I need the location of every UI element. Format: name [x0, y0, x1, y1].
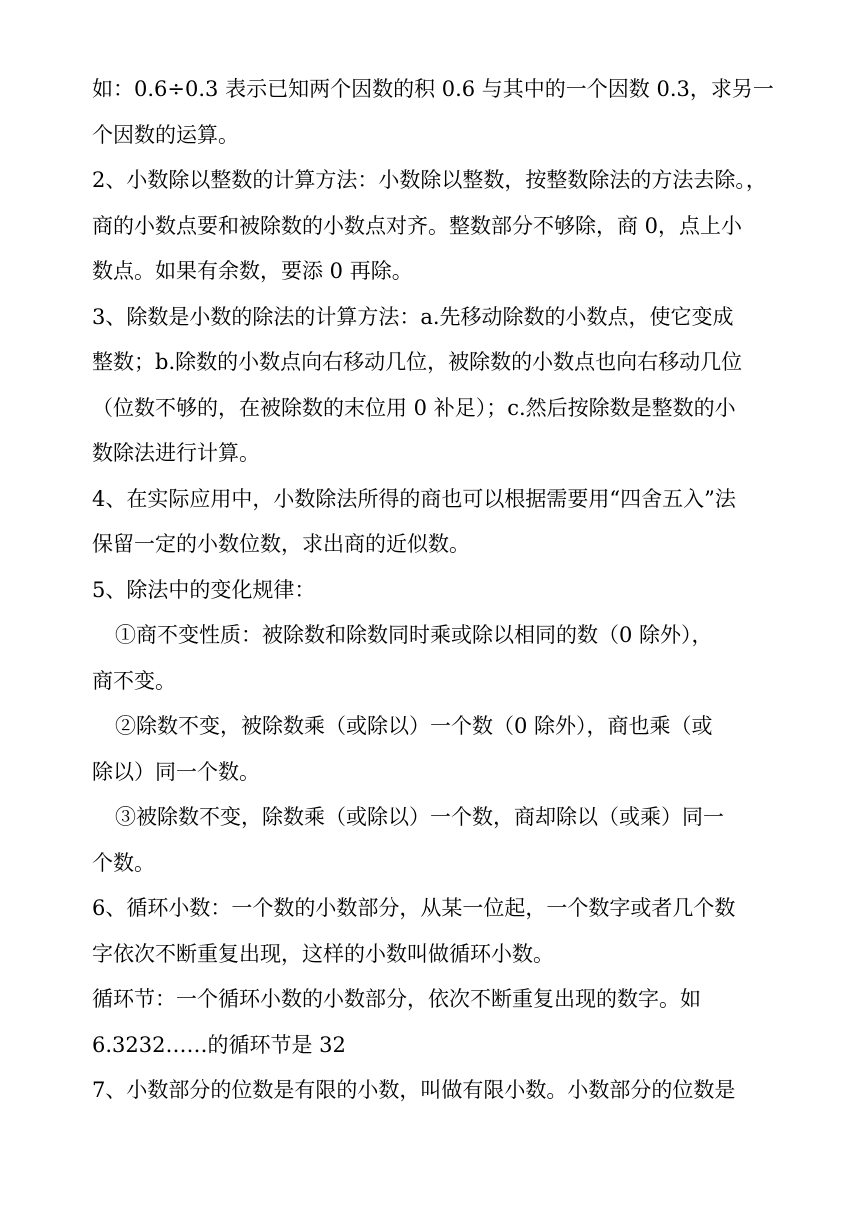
text-line-1: 如：0.6÷0.3 表示已知两个因数的积 0.6 与其中的一个因数 0.3，求另一 — [92, 77, 774, 101]
text-line-11: 保留一定的小数位数，求出商的近似数。 — [92, 532, 470, 556]
text-line-2: 个因数的运算。 — [92, 122, 239, 147]
document-page — [92, 72, 774, 1119]
text-line-21: 循环节：一个循环小数的小数部分，依次不断重复出现的数字。如 — [92, 987, 701, 1011]
text-line-15: ②除数不变，被除数乘（或除以）一个数（0 除外），商也乘（或 — [115, 714, 713, 738]
text-line-23: 7、小数部分的位数是有限的小数，叫做有限小数。小数部分的位数是 — [92, 1078, 736, 1102]
text-line-12: 5、除法中的变化规律： — [92, 577, 316, 602]
text-line-4: 商的小数点要和被除数的小数点对齐。整数部分不够除，商 0，点上小 — [92, 213, 743, 238]
text-line-5: 数点。如果有余数，要添 0 再除。 — [92, 259, 413, 283]
text-line-6: 3、除数是小数的除法的计算方法：a.先移动除数的小数点，使它变成 — [92, 304, 734, 329]
text-line-18: 个数。 — [92, 850, 155, 875]
text-line-8: （位数不够的，在被除数的末位用 0 补足）；c.然后按除数是整数的小 — [92, 395, 736, 420]
text-line-19: 6、循环小数：一个数的小数部分，从某一位起，一个数字或者几个数 — [92, 896, 736, 920]
text-line-10: 4、在实际应用中，小数除法所得的商也可以根据需要用“四舍五入”法 — [92, 486, 736, 511]
text-line-22: 6.3232……的循环节是 32 — [92, 1032, 346, 1057]
text-line-17: ③被除数不变，除数乘（或除以）一个数，商却除以（或乘）同一 — [115, 805, 724, 829]
text-line-20: 字依次不断重复出现，这样的小数叫做循环小数。 — [92, 941, 554, 966]
text-line-3: 2、小数除以整数的计算方法：小数除以整数，按整数除法的方法去除。， — [92, 168, 767, 192]
text-line-7: 整数；b.除数的小数点向右移动几位，被除数的小数点也向右移动几位 — [92, 350, 743, 374]
text-line-9: 数除法进行计算。 — [92, 441, 260, 465]
text-line-16: 除以）同一个数。 — [92, 759, 260, 784]
text-line-14: 商不变。 — [92, 668, 176, 693]
text-line-13: ①商不变性质：被除数和除数同时乘或除以相同的数（0 除外）， — [115, 623, 713, 647]
